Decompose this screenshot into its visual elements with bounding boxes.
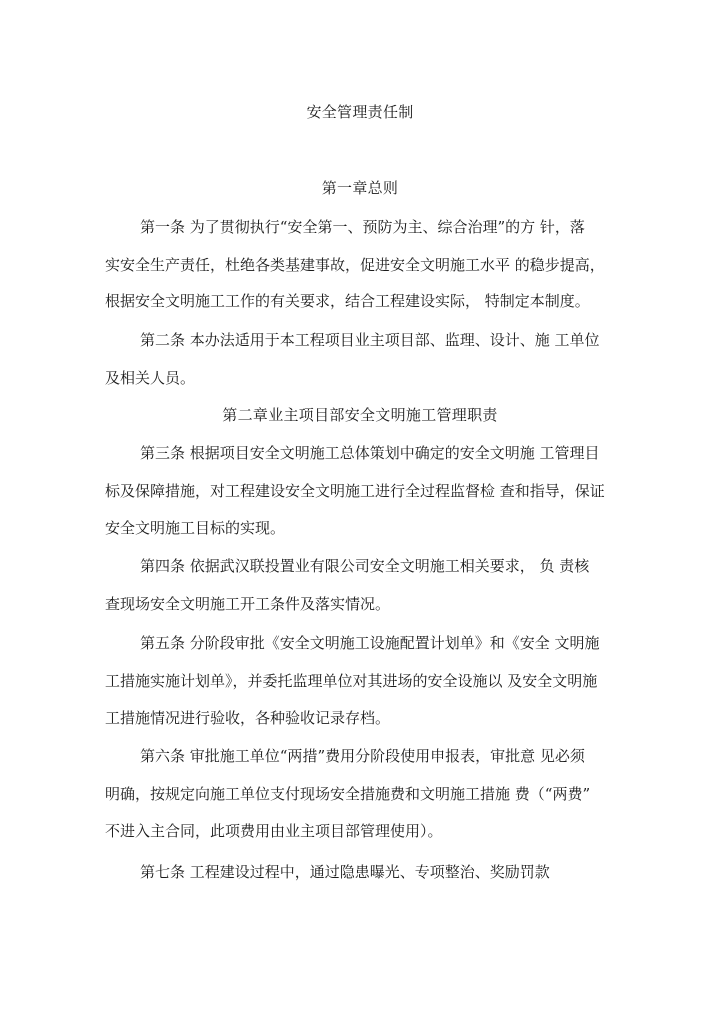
article-7-line-1: 第七条 工程建设过程中，通过隐患曝光、专项整治、奖励罚款: [140, 863, 550, 881]
chapter-2-heading: 第二章业主项目部安全文明施工管理职责: [222, 406, 498, 424]
article-3-line-3: 安全文明施工目标的实现。: [105, 519, 286, 537]
article-1-line-2: 实安全生产责任，杜绝各类基建事故，促进安全文明施工水平 的稳步提高，: [105, 256, 605, 274]
article-2-line-2: 及相关人员。: [105, 369, 196, 387]
article-4-line-2: 查现场安全文明施工开工条件及落实情况。: [105, 595, 391, 613]
article-1-line-3: 根据安全文明施工工作的有关要求，结合工程建设实际， 特制定本制度。: [105, 292, 590, 310]
article-1-line-1: 第一条 为了贯彻执行“安全第一、预防为主、综合治理”的方 针，落: [140, 218, 585, 236]
article-6-line-2: 明确，按规定向施工单位支付现场安全措施费和文明施工措施 费（“两费”: [105, 785, 591, 803]
document-title: 安全管理责任制: [306, 103, 414, 121]
article-6-line-3: 不进入主合同，此项费用由业主项目部管理使用）。: [105, 822, 443, 840]
article-5-line-1: 第五条 分阶段审批《安全文明施工设施配置计划单》和《安全 文明施: [140, 634, 600, 652]
article-2-line-1: 第二条 本办法适用于本工程项目业主项目部、监理、设计、施 工单位: [140, 331, 600, 349]
article-5-line-2: 工措施实施计划单》，并委托监理单位对其进场的安全设施以 及安全文明施: [105, 672, 598, 690]
article-6-line-1: 第六条 审批施工单位“两措”费用分阶段使用申报表，审批意 见必须: [140, 747, 585, 765]
article-3-line-2: 标及保障措施，对工程建设安全文明施工进行全过程监督检 查和指导，保证: [105, 482, 605, 500]
article-4-line-1: 第四条 依据武汉联投置业有限公司安全文明施工相关要求， 负 责核: [140, 557, 590, 575]
chapter-1-heading: 第一章总则: [321, 179, 399, 197]
article-3-line-1: 第三条 根据项目安全文明施工总体策划中确定的安全文明施 工管理目: [140, 444, 600, 462]
article-5-line-3: 工措施情况进行验收，各种验收记录存档。: [105, 709, 391, 727]
